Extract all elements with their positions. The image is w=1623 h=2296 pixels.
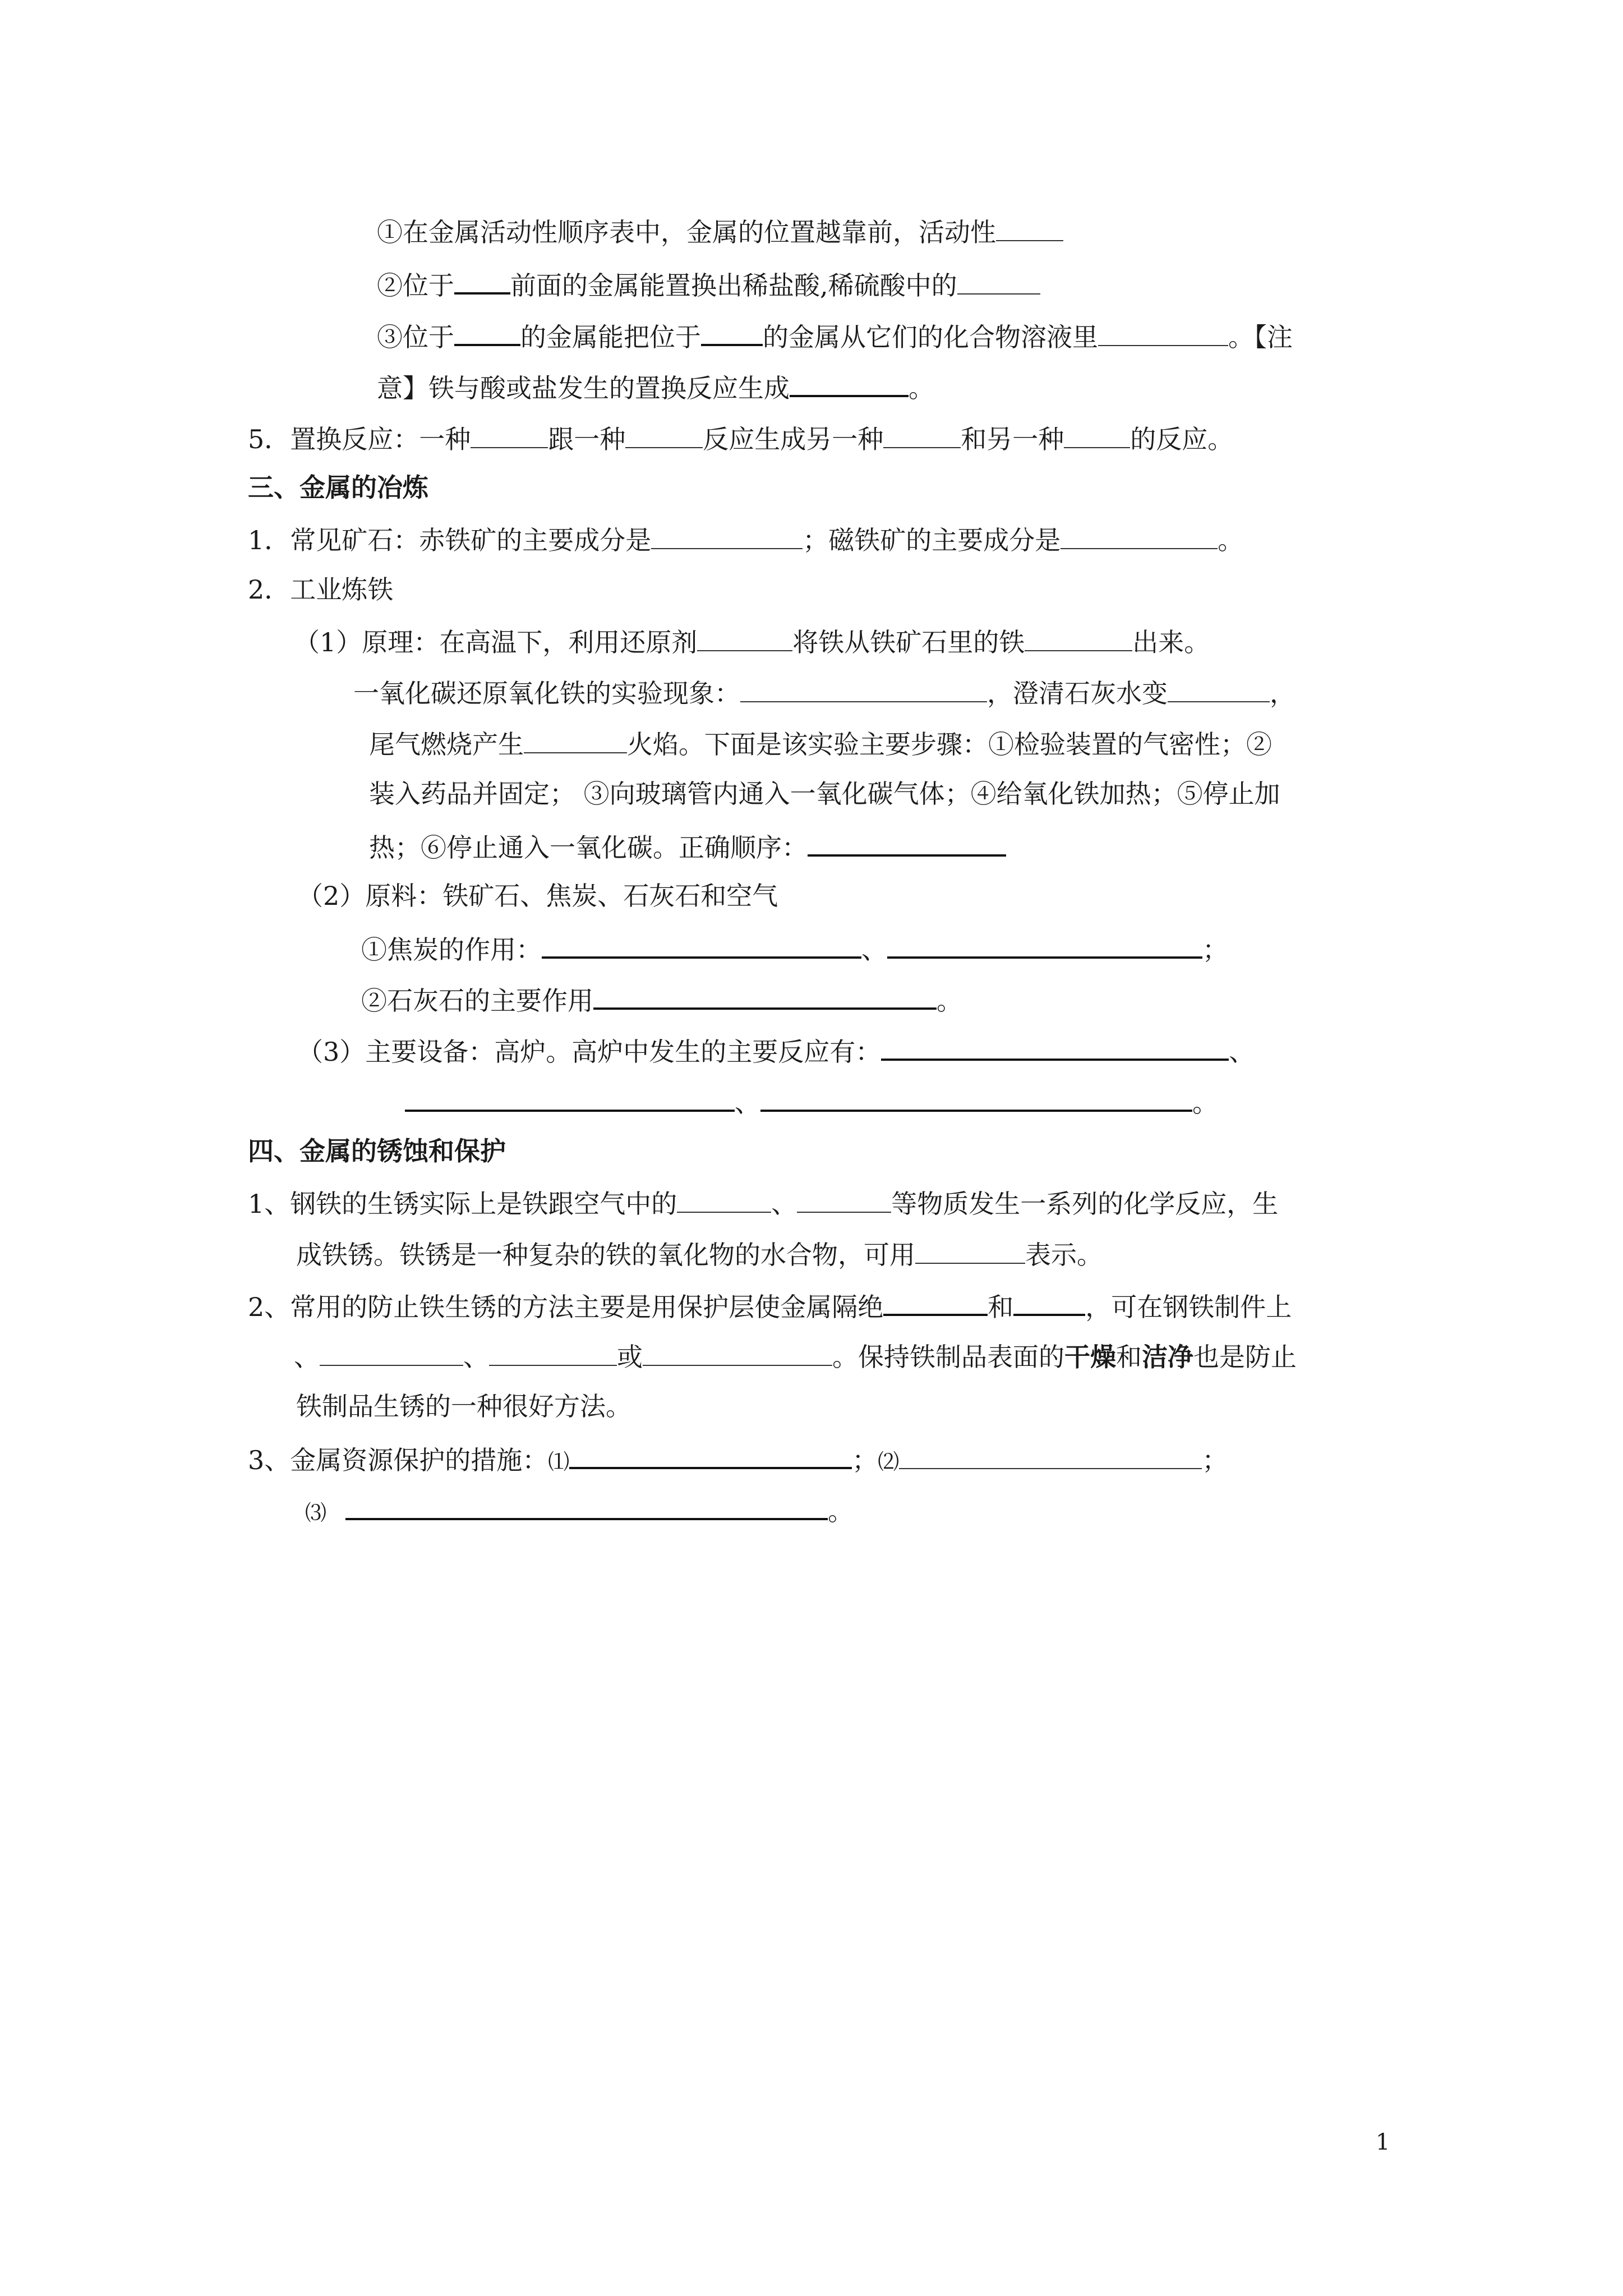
blank[interactable] xyxy=(1064,425,1130,448)
resource-protection: 3、金属资源保护的措施：⑴ ；⑵ ； xyxy=(248,1445,1228,1475)
blank[interactable] xyxy=(471,425,548,448)
blank[interactable] xyxy=(808,832,1006,857)
experiment-steps-3: 热；⑥停止通入一氧化碳。正确顺序： xyxy=(369,832,1006,861)
blank[interactable] xyxy=(957,271,1040,295)
blank[interactable] xyxy=(915,1240,1025,1264)
blank[interactable] xyxy=(651,526,803,549)
raw-materials: （2）原料：铁矿石、焦炭、石灰石和空气 xyxy=(297,881,778,911)
blank[interactable] xyxy=(489,1342,617,1366)
blank[interactable] xyxy=(569,1444,852,1469)
common-ores: 1．常见矿石：赤铁矿的主要成分是 ；磁铁矿的主要成分是 。 xyxy=(248,525,1244,555)
blank[interactable] xyxy=(593,985,937,1010)
prevention-line-3: 铁制品生锈的一种很好方法。 xyxy=(296,1391,631,1421)
blank[interactable] xyxy=(883,425,961,448)
prevention-line-2: 、 、 或 。保持铁制品表面的干燥和洁净也是防止 xyxy=(294,1342,1297,1372)
blank[interactable] xyxy=(797,1189,891,1213)
blank[interactable] xyxy=(701,321,763,346)
section-4-title: 四、金属的锈蚀和保护 xyxy=(248,1136,506,1166)
blank[interactable] xyxy=(345,1496,828,1520)
blank[interactable] xyxy=(790,372,909,397)
blank[interactable] xyxy=(677,1189,771,1213)
blank[interactable] xyxy=(881,1036,1229,1061)
resource-protection-3: ⑶ 。 xyxy=(305,1496,854,1526)
main-equipment-continued: 、 。 xyxy=(405,1087,1218,1116)
blank[interactable] xyxy=(454,321,520,346)
blank[interactable] xyxy=(1061,526,1218,549)
blank[interactable] xyxy=(643,1342,832,1366)
blank[interactable] xyxy=(887,934,1202,959)
experiment-phenomena: 一氧化碳还原氧化铁的实验现象： ，澄清石灰水变 ， xyxy=(353,678,1295,708)
blank[interactable] xyxy=(524,730,627,753)
experiment-steps-1: 尾气燃烧产生 火焰。下面是该实验主要步骤：①检验装置的气密性；② xyxy=(369,729,1272,760)
blank[interactable] xyxy=(1168,679,1270,702)
blank[interactable] xyxy=(899,1446,1202,1469)
coke-function: ①焦炭的作用： 、 ； xyxy=(361,935,1228,965)
activity-item-3: ③位于 的金属能把位于 的金属从它们的化合物溶液里 。【注 xyxy=(377,322,1293,352)
limestone-function: ②石灰石的主要作用 。 xyxy=(361,986,962,1016)
blank[interactable] xyxy=(1013,1291,1085,1316)
principle-line: （1）原理：在高温下，利用还原剂 将铁从铁矿石里的铁 出来。 xyxy=(294,627,1210,657)
blank[interactable] xyxy=(405,1087,735,1112)
page-number: 1 xyxy=(1376,2129,1390,2155)
industrial-iron-heading: 2．工业炼铁 xyxy=(248,574,394,605)
activity-item-2: ②位于 前面的金属能置换出稀盐酸,稀硫酸中的 xyxy=(377,270,1040,298)
blank[interactable] xyxy=(883,1291,988,1316)
activity-item-1: ①在金属活动性顺序表中，金属的位置越靠前，活动性 xyxy=(377,218,1063,245)
blank[interactable] xyxy=(454,270,510,295)
replacement-reaction: 5．置换反应：一种 跟一种 反应生成另一种 和另一种 的反应。 xyxy=(248,424,1234,454)
blank[interactable] xyxy=(697,628,792,651)
main-equipment: （3）主要设备：高炉。高炉中发生的主要反应有： 、 xyxy=(297,1037,1255,1067)
blank[interactable] xyxy=(1025,628,1132,651)
blank[interactable] xyxy=(1098,323,1228,346)
blank[interactable] xyxy=(740,679,987,702)
rusting-line-2: 成铁锈。铁锈是一种复杂的铁的氧化物的水合物，可用 表示。 xyxy=(296,1240,1103,1270)
section-3-title: 三、金属的冶炼 xyxy=(248,472,428,503)
blank[interactable] xyxy=(625,425,703,448)
rusting-line-1: 1、钢铁的生锈实际上是铁跟空气中的 、 等物质发生一系列的化学反应，生 xyxy=(248,1189,1279,1219)
prevention-line-1: 2、常用的防止铁生锈的方法主要是用保护层使金属隔绝 和 ，可在钢铁制件上 xyxy=(248,1292,1292,1322)
blank[interactable] xyxy=(760,1087,1192,1112)
experiment-steps-2: 装入药品并固定； ③向玻璃管内通入一氧化碳气体；④给氧化铁加热；⑤停止加 xyxy=(369,779,1280,809)
blank[interactable] xyxy=(320,1342,463,1366)
activity-item-3-continued: 意】铁与酸或盐发生的置换反应生成 。 xyxy=(377,373,934,403)
blank[interactable] xyxy=(542,934,861,959)
blank[interactable] xyxy=(996,218,1063,241)
